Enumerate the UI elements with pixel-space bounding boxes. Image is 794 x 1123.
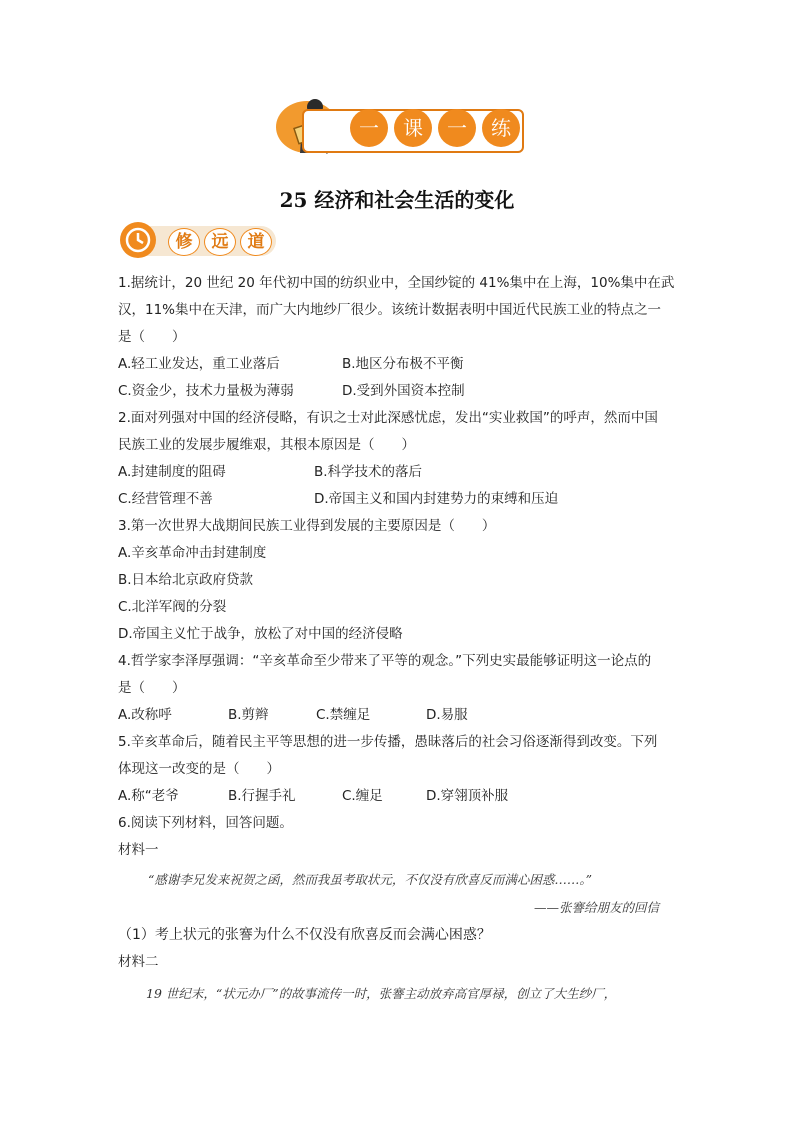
q1-option-a[interactable]: A.轻工业发达，重工业落后 bbox=[118, 356, 280, 372]
q3-line-1: 3.第一次世界大战期间民族工业得到发展的主要原因是（ ） bbox=[118, 518, 496, 534]
material-2-label: 材料二 bbox=[118, 954, 159, 970]
banner-char-4: 练 bbox=[482, 109, 520, 147]
q5-line-1: 5.辛亥革命后，随着民主平等思想的进一步传播，愚昧落后的社会习俗逐渐得到改变。下列 bbox=[118, 734, 658, 750]
q1-line-2: 汉，11%集中在天津，而广大内地纱厂很少。该统计数据表明中国近代民族工业的特点之一 bbox=[118, 302, 662, 318]
section-char-3: 道 bbox=[240, 228, 272, 256]
q4-line-1: 4.哲学家李泽厚强调：“辛亥革命至少带来了平等的观念。”下列史实最能够证明这一论点的 bbox=[118, 653, 652, 669]
q1-option-c[interactable]: C.资金少，技术力量极为薄弱 bbox=[118, 383, 294, 399]
section-char-2: 远 bbox=[204, 228, 236, 256]
q4-option-a[interactable]: A.改称呼 bbox=[118, 707, 172, 723]
q1-option-d[interactable]: D.受到外国资本控制 bbox=[342, 383, 465, 399]
banner-char-2: 课 bbox=[394, 109, 432, 147]
q1-line-1: 1.据统计，20 世纪 20 年代初中国的纺织业中，全国纱锭的 41%集中在上海，10%集中在武 bbox=[118, 275, 675, 291]
material-1-label: 材料一 bbox=[118, 842, 159, 858]
q3-option-a[interactable]: A.辛亥革命冲击封建制度 bbox=[118, 545, 267, 561]
material-1-source: ——张謇给朋友的回信 bbox=[534, 900, 660, 915]
q2-option-d[interactable]: D.帝国主义和国内封建势力的束缚和压迫 bbox=[314, 491, 559, 507]
q3-option-d[interactable]: D.帝国主义忙于战争，放松了对中国的经济侵略 bbox=[118, 626, 403, 642]
q5-line-2: 体现这一改变的是（ ） bbox=[118, 761, 280, 777]
material-2-text: 19 世纪末，“状元办厂”的故事流传一时，张謇主动放弃高官厚禄，创立了大生纱厂， bbox=[146, 986, 617, 1001]
banner-char-1: 一 bbox=[350, 109, 388, 147]
q5-option-c[interactable]: C.缠足 bbox=[342, 788, 383, 804]
q6-intro: 6.阅读下列材料，回答问题。 bbox=[118, 815, 293, 831]
section-char-1: 修 bbox=[168, 228, 200, 256]
banner-char-3: 一 bbox=[438, 109, 476, 147]
q2-option-a[interactable]: A.封建制度的阻碍 bbox=[118, 464, 226, 480]
q2-option-c[interactable]: C.经营管理不善 bbox=[118, 491, 213, 507]
q5-option-d[interactable]: D.穿翎顶补服 bbox=[426, 788, 509, 804]
q5-option-b[interactable]: B.行握手礼 bbox=[228, 788, 296, 804]
section-header bbox=[118, 222, 278, 262]
material-1-quote: “感谢李兄发来祝贺之函，然而我虽考取状元，不仅没有欣喜反而满心困惑……。” bbox=[148, 872, 593, 887]
q1-option-b[interactable]: B.地区分布极不平衡 bbox=[342, 356, 464, 372]
q3-option-b[interactable]: B.日本给北京政府贷款 bbox=[118, 572, 254, 588]
q4-line-2: 是（ ） bbox=[118, 680, 186, 696]
q2-line-1: 2.面对列强对中国的经济侵略，有识之士对此深感忧虑，发出“实业救国”的呼声，然而中国 bbox=[118, 410, 658, 426]
q4-option-b[interactable]: B.剪辫 bbox=[228, 707, 269, 723]
q6-sub-question-1: （1）考上状元的张謇为什么不仅没有欣喜反而会满心困惑？ bbox=[118, 927, 491, 943]
header-banner bbox=[274, 95, 524, 161]
q2-line-2: 民族工业的发展步履维艰，其根本原因是（ ） bbox=[118, 437, 415, 453]
q1-line-3: 是（ ） bbox=[118, 329, 186, 345]
section-clock-icon bbox=[120, 222, 156, 258]
q4-option-d[interactable]: D.易服 bbox=[426, 707, 468, 723]
q5-option-a[interactable]: A.称“老爷 bbox=[118, 788, 179, 804]
q3-option-c[interactable]: C.北洋军阀的分裂 bbox=[118, 599, 227, 615]
q2-option-b[interactable]: B.科学技术的落后 bbox=[314, 464, 423, 480]
page-title: 25 经济和社会生活的变化 bbox=[279, 188, 515, 212]
q4-option-c[interactable]: C.禁缠足 bbox=[316, 707, 371, 723]
